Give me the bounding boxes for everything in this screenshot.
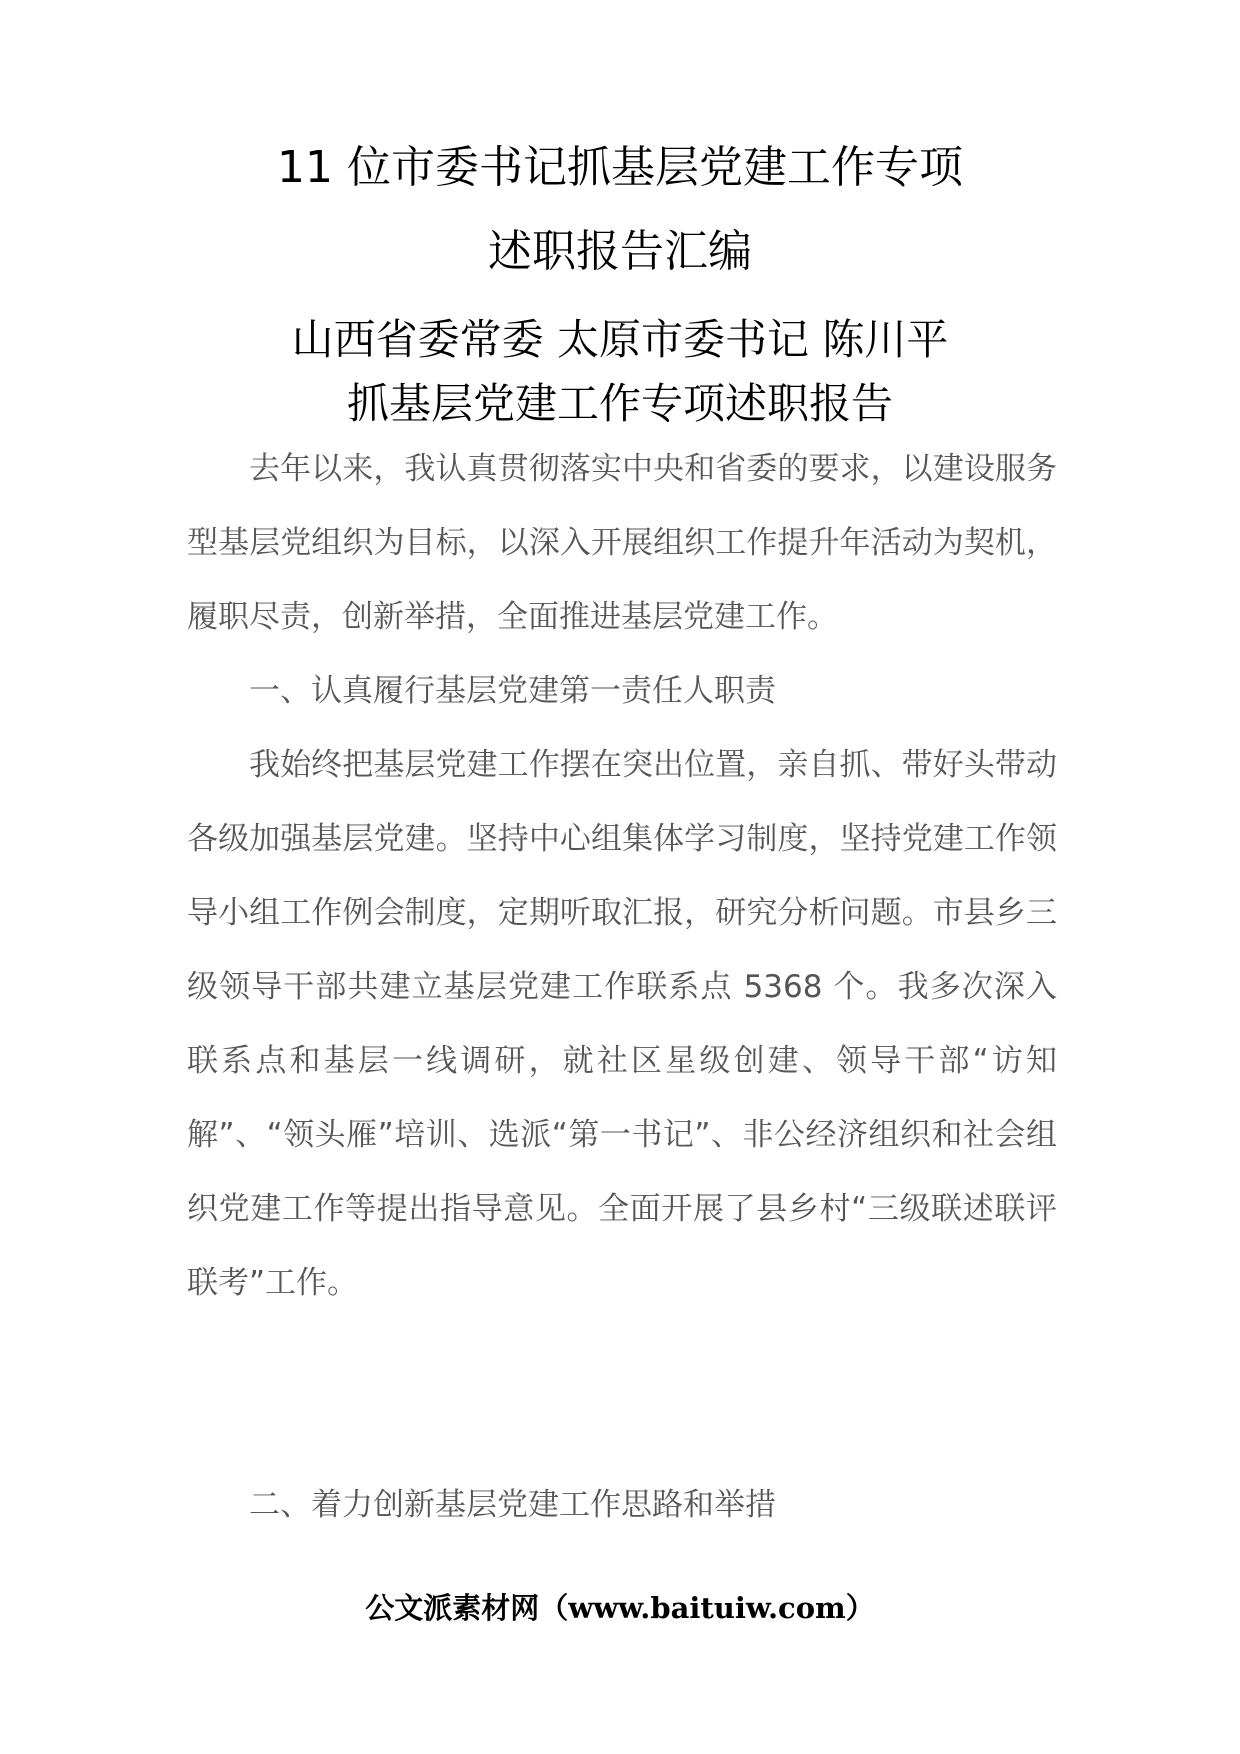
section-heading-2: 二、着力创新基层党建工作思路和举措 bbox=[249, 1487, 776, 1523]
paragraph-section-1: 我始终把基层党建工作摆在突出位置，亲自抓、带好头带动各级加强基层党建。坚持中心组集体学习制度，坚持党建工作领导小组工作例会制度，定期听取汇报，研究分析问题。市县乡三级领导干部共建立基层党建工作联系点 5368 个。我多次深入联系点和基层一线调研，就社区星级创建、领导干部“访知解”、“领头雁”培训、选派“第一书记”、非公经济组织和社会组织党建工作等提出指导意见。全面开展了县乡村“三级联述联评联考”工作。 bbox=[187, 747, 1057, 1301]
report-subtitle-line-2: 抓基层党建工作专项述职报告 bbox=[346, 379, 893, 428]
paragraph-intro: 去年以来，我认真贯彻落实中央和省委的要求，以建设服务型基层党组织为目标，以深入开展组织工作提升年活动为契机，履职尽责，创新举措，全面推进基层党建工作。 bbox=[187, 451, 1057, 635]
document-title-line-1: 11 位市委书记抓基层党建工作专项 bbox=[277, 142, 963, 193]
document-title-line-2: 述职报告汇编 bbox=[488, 226, 752, 277]
footer-source: 公文派素材网（www.baituiw.com） bbox=[365, 1591, 875, 1625]
report-subtitle-line-1: 山西省委常委 太原市委书记 陈川平 bbox=[291, 315, 949, 364]
section-heading-1: 一、认真履行基层党建第一责任人职责 bbox=[249, 673, 776, 709]
